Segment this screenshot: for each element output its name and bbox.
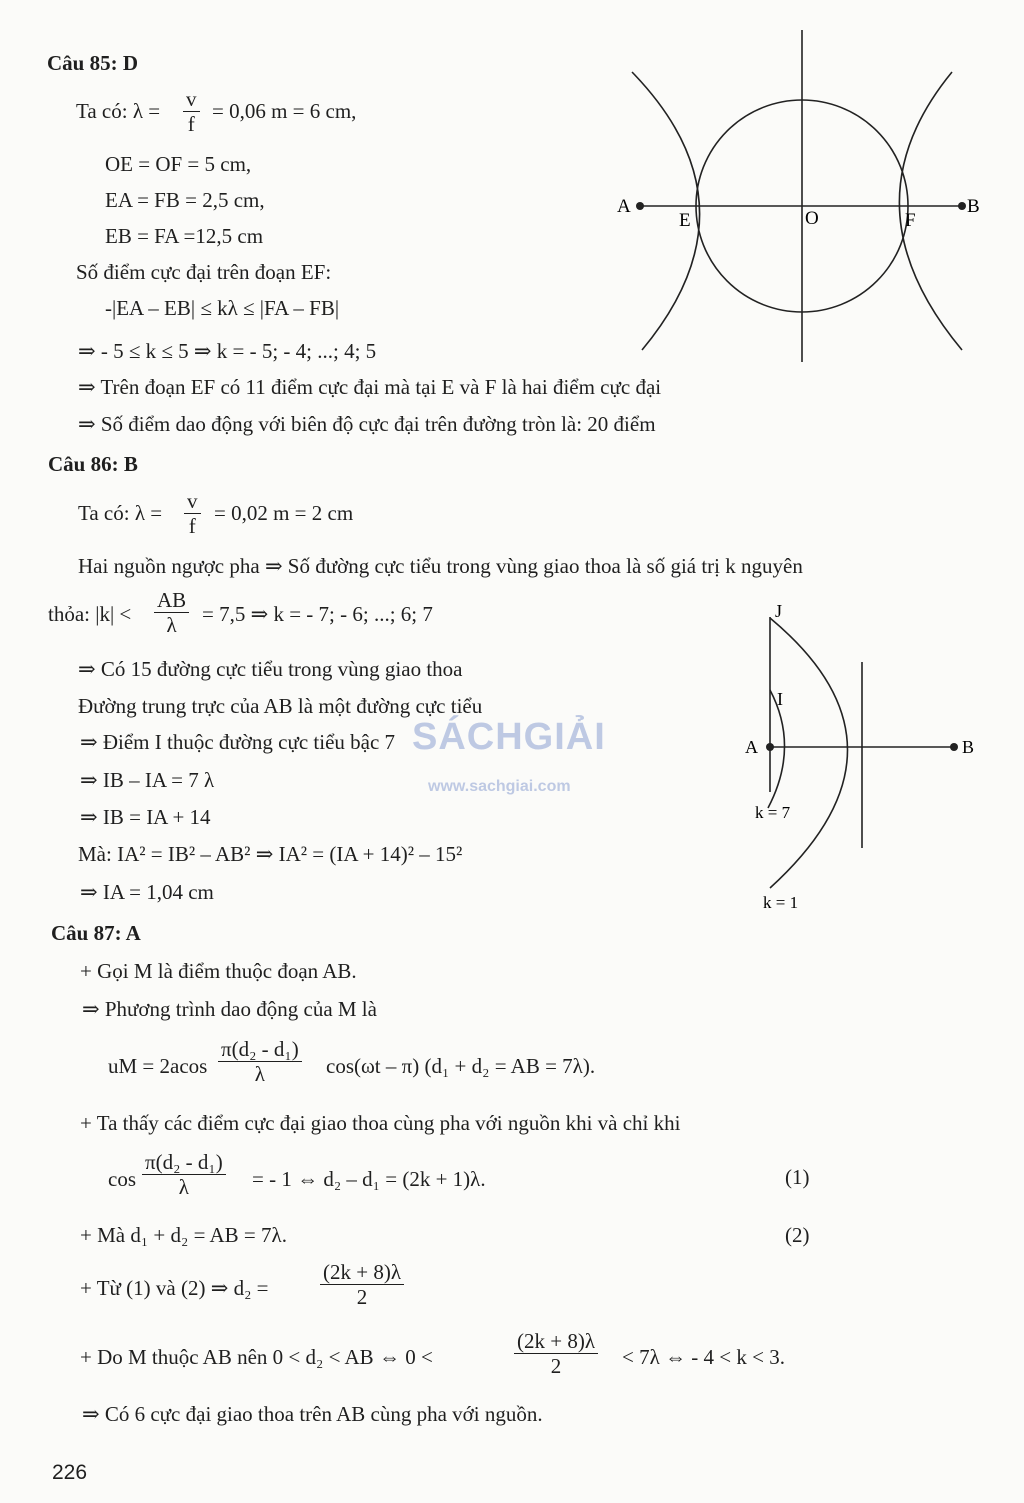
q86-line-15-minima: ⇒ Có 15 đường cực tiểu trong vùng giao thoa: [78, 657, 463, 681]
q86-fig-label-k7: k = 7: [755, 803, 791, 822]
q86-line-ia-result: ⇒ IA = 1,04 cm: [80, 880, 214, 904]
q87-eq1-prefix: uM = 2acos: [108, 1054, 208, 1078]
q85-heading: Câu 85: D: [47, 51, 139, 75]
q87-line-equation-intro: ⇒ Phương trình dao động của M là: [82, 997, 377, 1021]
q86-k-condition-prefix: thỏa: |k| <: [48, 602, 132, 626]
q87-d2-fraction: [320, 1260, 404, 1309]
q85-lambda-prefix: Ta có: λ =: [76, 99, 161, 123]
q87-eq1-denominator: λ: [218, 1061, 302, 1086]
q87-range-prefix: + Do M thuộc AB nên 0 < d₂ < AB ⇔ 0 <: [80, 1345, 433, 1369]
q85-fig-label-b: B: [967, 196, 980, 217]
q85-line-eb-fa: EB = FA =12,5 cm: [105, 224, 264, 248]
q87-d2-prefix: + Từ (1) và (2) ⇒ d₂ =: [80, 1276, 269, 1300]
q86-k-condition-result: = 7,5 ⇒ k = - 7; - 6; ...; 6; 7: [202, 602, 433, 626]
q85-lambda-numerator: v: [186, 87, 197, 111]
q85-line-ea-fb: EA = FB = 2,5 cm,: [105, 188, 265, 212]
q87-line-in-phase-condition: + Ta thấy các điểm cực đại giao thoa cùng pha với nguồn khi và chỉ khi: [80, 1111, 681, 1135]
q85-line-inequality: -|EA – EB| ≤ kλ ≤ |FA – FB|: [105, 296, 340, 320]
q85-lambda-result: = 0,06 m = 6 cm,: [212, 99, 357, 123]
q85-fig-label-f: F: [905, 210, 916, 231]
q87-d2-numerator: (2k + 8)λ: [323, 1260, 402, 1284]
q87-eq2-denominator: λ: [142, 1174, 226, 1199]
q86-line-ib-equals: ⇒ IB = IA + 14: [80, 805, 211, 829]
q87-eq2-suffix: = - 1 ⇔ d₂ – d₁ = (2k + 1)λ.: [252, 1167, 486, 1191]
q86-fig-label-j: J: [775, 601, 783, 621]
q86-line-opposite-phase: Hai nguồn ngược pha ⇒ Số đường cực tiểu trong vùng giao thoa là số giá trị k nguyên: [78, 554, 803, 578]
q86-lambda-fraction: [184, 489, 201, 538]
q86-line-ib-minus-ia: ⇒ IB – IA = 7 λ: [80, 768, 215, 792]
q86-heading: Câu 86: B: [48, 452, 138, 476]
q86-fig-curve-k1: [770, 618, 848, 888]
q87-d2-denominator: 2: [320, 1284, 404, 1309]
q86-lambda-prefix: Ta có: λ =: [78, 501, 163, 525]
page-number: 226: [52, 1461, 88, 1484]
q86-fig-label-k1: k = 1: [763, 893, 799, 912]
q86-lambda-result: = 0,02 m = 2 cm: [214, 501, 354, 525]
q85-line-oe-of: OE = OF = 5 cm,: [105, 152, 252, 176]
q85-fig-label-e: E: [679, 210, 691, 231]
q85-fig-point-a: [636, 202, 644, 210]
q85-lambda-fraction: [183, 87, 200, 136]
q87-line-point-m: + Gọi M là điểm thuộc đoạn AB.: [80, 959, 357, 983]
q87-eq2-numerator: π(d₂ - d₁): [145, 1150, 223, 1174]
q87-eq2-fraction: [142, 1150, 226, 1199]
q87-eq1-suffix: cos(ωt – π) (d₁ + d₂ = AB = 7λ).: [326, 1054, 596, 1078]
q87-range-suffix: < 7λ ⇔ - 4 < k < 3.: [622, 1345, 785, 1369]
q85-fig-label-a: A: [617, 196, 631, 217]
q87-range-fraction: [514, 1329, 598, 1378]
q85-fig-label-o: O: [805, 208, 819, 229]
q87-line-conclusion: ⇒ Có 6 cực đại giao thoa trên AB cùng pha với nguồn.: [82, 1402, 543, 1426]
q86-fig-label-a: A: [745, 737, 758, 757]
q86-fig-point-b: [950, 743, 958, 751]
q86-line-point-i: ⇒ Điểm I thuộc đường cực tiểu bậc 7: [80, 730, 396, 754]
q86-figure: [735, 595, 1000, 915]
q86-line-bisector: Đường trung trực của AB là một đường cực tiểu: [78, 694, 483, 718]
q86-fig-label-i: I: [777, 689, 783, 709]
q86-k-fraction: [154, 588, 189, 637]
q86-lambda-numerator: v: [187, 489, 198, 513]
q87-heading: Câu 87: A: [51, 921, 141, 945]
q87-eq1-fraction: [218, 1037, 302, 1086]
q87-eq1-numerator: π(d₂ - d₁): [221, 1037, 299, 1061]
q86-lambda-denominator: f: [184, 513, 201, 538]
watermark-url: www.sachgiai.com: [428, 778, 571, 795]
q85-line-circle-maxima: ⇒ Số điểm dao động với biên độ cực đại trên đường tròn là: 20 điểm: [78, 412, 656, 436]
q86-fig-point-a: [766, 743, 774, 751]
q85-lambda-denominator: f: [183, 111, 200, 136]
q85-line-k-range: ⇒ - 5 ≤ k ≤ 5 ⇒ k = - 5; - 4; ...; 4; 5: [78, 339, 377, 363]
q85-fig-point-b: [958, 202, 966, 210]
watermark-brand: SÁCHGIẢI: [412, 716, 606, 758]
q87-range-numerator: (2k + 8)λ: [517, 1329, 596, 1353]
q86-k-numerator: AB: [157, 588, 187, 612]
q86-fig-label-b: B: [962, 737, 975, 757]
q85-line-count-title: Số điểm cực đại trên đoạn EF:: [76, 260, 332, 284]
q85-line-ef-maxima: ⇒ Trên đoạn EF có 11 điểm cực đại mà tại E và F là hai điểm cực đại: [78, 375, 662, 399]
q87-eq2-prefix: cos: [108, 1167, 136, 1191]
q85-figure: [600, 25, 1000, 370]
q86-k-denominator: λ: [154, 612, 189, 637]
q87-line-sum: + Mà d₁ + d₂ = AB = 7λ.: [80, 1223, 287, 1247]
q87-range-denominator: 2: [514, 1353, 598, 1378]
q87-eq2-tag: (1): [785, 1165, 810, 1189]
q87-line-sum-tag: (2): [785, 1223, 810, 1247]
q86-line-pythagoras: Mà: IA² = IB² – AB² ⇒ IA² = (IA + 14)² – 15²: [78, 842, 463, 866]
